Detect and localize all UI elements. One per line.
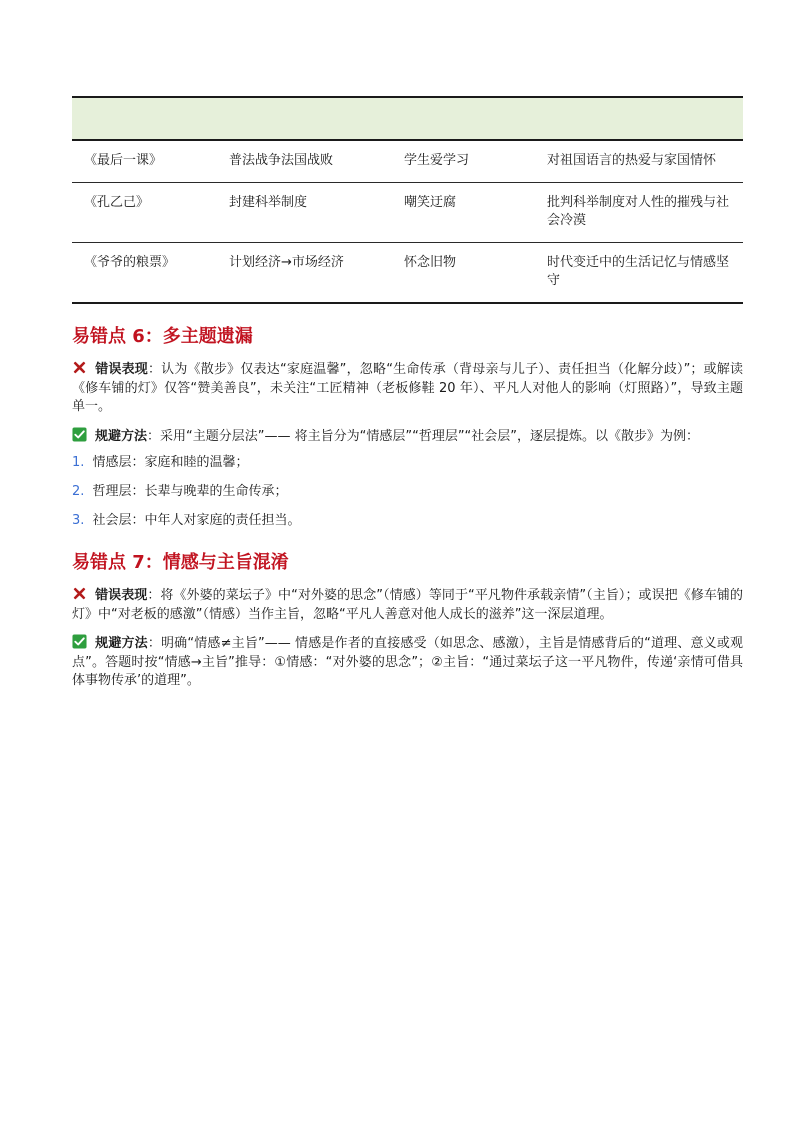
- method-text: ：明确“情感≠主旨”—— 情感是作者的直接感受（如思念、感激），主旨是情感背后的“道理、意义或观点”。答题时按“情感→主旨”推导：①情感：“对外婆的思念”；②主旨：“通过菜坛子这一平凡物件，传递‘亲情可借具体事物传承’的道理”。: [72, 636, 743, 688]
- cross-mark-icon: [72, 586, 87, 601]
- table-cell: 《爷爷的粮票》: [84, 255, 176, 270]
- document-page: [72, 96, 743, 691]
- error-text: ：认为《散步》仅表达“家庭温馨”，忽略“生命传承（背母亲与儿子）、责任担当（化解分歧）”；或解读《修车铺的灯》仅答“赞美善良”，未关注“工匠精神（老板修鞋 20 年）、平凡人对他人的影响（灯照路）”，导致主题单一。: [72, 362, 743, 414]
- check-mark-icon: [72, 427, 87, 442]
- table-header-row: [72, 97, 743, 140]
- section-6-method: [72, 427, 743, 447]
- table-cell: 《孔乙己》: [84, 195, 150, 210]
- error-label: 错误表现: [95, 362, 148, 377]
- list-text: 哲理层：长辈与晚辈的生命传承；: [92, 484, 288, 499]
- list-item: [72, 483, 743, 501]
- section-7: [72, 550, 743, 691]
- theme-layer-list: [72, 454, 743, 530]
- list-item: [72, 454, 743, 472]
- table-cell: 时代变迁中的生活记忆与情感坚守: [547, 255, 730, 288]
- table-cell: 怀念旧物: [404, 255, 457, 270]
- method-label: 规避方法: [95, 428, 148, 444]
- table-cell: 嘲笑迂腐: [404, 195, 457, 210]
- section-6: [72, 324, 743, 530]
- method-text: ：采用“主题分层法”—— 将主旨分为“情感层”“哲理层”“社会层”，逐层提炼。以《散步》为例：: [147, 428, 700, 444]
- section-6-title: 易错点 6：多主题遗漏: [72, 326, 253, 347]
- table-cell: 计划经济→市场经济: [229, 255, 344, 270]
- method-label: 规避方法: [95, 636, 148, 651]
- table-cell: 《最后一课》: [84, 153, 163, 168]
- list-number: 3.: [72, 513, 85, 528]
- table-cell: 对祖国语言的热爱与家国情怀: [547, 153, 717, 168]
- list-text: 情感层：家庭和睦的温馨；: [92, 455, 249, 470]
- section-7-title: 易错点 7：情感与主旨混淆: [72, 552, 289, 573]
- table-cell: 封建科举制度: [229, 195, 308, 210]
- theme-summary-table: [72, 96, 743, 304]
- table-cell: 批判科举制度对人性的摧残与社会冷漠: [547, 195, 730, 228]
- check-mark-icon: [72, 634, 87, 649]
- table-cell: 普法战争法国战败: [229, 153, 334, 168]
- list-number: 1.: [72, 455, 85, 470]
- error-text: ：将《外婆的菜坛子》中“对外婆的思念”（情感）等同于“平凡物件承载亲情”（主旨）；或误把《修车铺的灯》中“对老板的感激”（情感）当作主旨，忽略“平凡人善意对他人成长的滋养”这一深层道理。: [72, 588, 743, 622]
- list-item: [72, 512, 743, 530]
- table-row: [72, 183, 743, 243]
- section-6-error: [72, 360, 743, 417]
- table-row: [72, 243, 743, 304]
- error-label: 错误表现: [95, 588, 148, 603]
- cross-mark-icon: [72, 360, 87, 375]
- table-row: [72, 140, 743, 183]
- section-7-error: [72, 586, 743, 624]
- list-number: 2.: [72, 484, 85, 499]
- section-7-method: [72, 634, 743, 691]
- list-text: 社会层：中年人对家庭的责任担当。: [92, 513, 301, 528]
- table-cell: 学生爱学习: [404, 153, 470, 168]
